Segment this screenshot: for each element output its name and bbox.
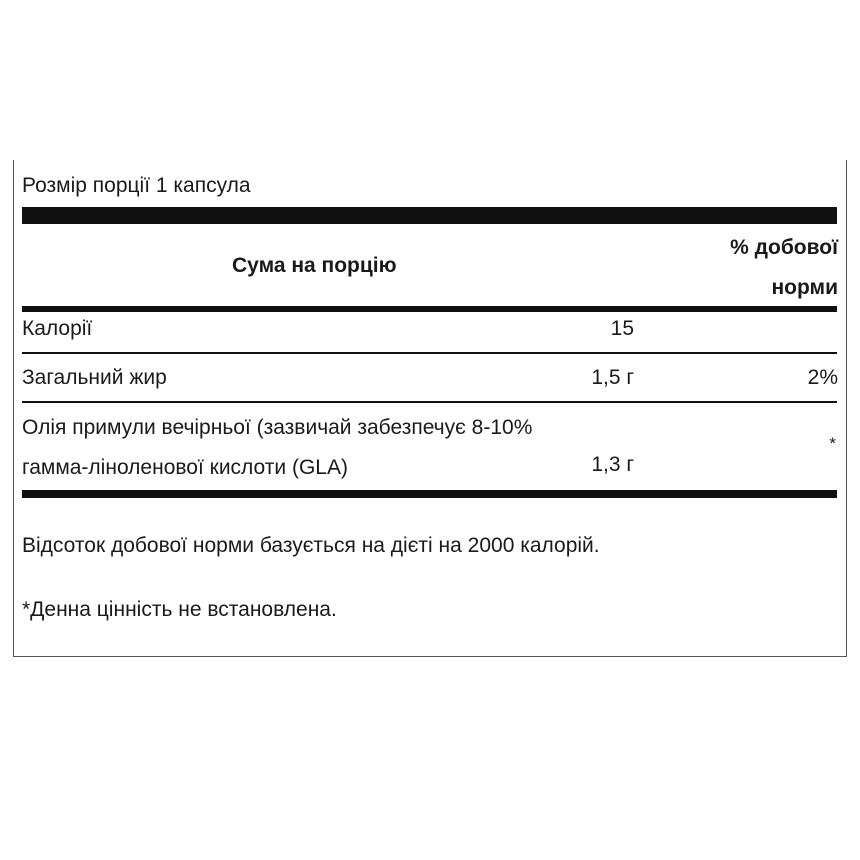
row-epo-amount: 1,3 г [591, 453, 634, 476]
daily-value-header-line1: % добової [730, 236, 838, 259]
row-epo-dv: * [829, 434, 836, 453]
top-thick-bar [22, 207, 837, 224]
row-calories-amount: 15 [610, 317, 634, 340]
row-epo-name-line2: гамма-ліноленової кислоти (GLA) [22, 456, 348, 479]
bottom-thick-rule [22, 490, 837, 498]
row-total-fat-amount: 1,5 г [591, 366, 634, 389]
row-total-fat-dv: 2% [807, 366, 838, 389]
supplement-facts-panel [13, 160, 847, 657]
row-total-fat-name: Загальний жир [22, 366, 167, 389]
daily-value-footnote: Відсоток добової норми базується на дієті на 2000 калорій. [22, 534, 600, 557]
row-divider [22, 352, 837, 354]
row-divider [22, 401, 837, 403]
not-established-footnote: *Денна цінність не встановлена. [22, 598, 337, 621]
row-epo-name-line1: Олія примули вечірньої (зазвичай забезпечує 8-10% [22, 416, 533, 439]
daily-value-header-line2: норми [771, 276, 838, 299]
row-calories-name: Калорії [22, 317, 93, 340]
header-thick-rule [22, 306, 837, 312]
amount-per-serving-header: Сума на порцію [232, 254, 397, 277]
serving-size: Розмір порції 1 капсула [22, 174, 251, 197]
